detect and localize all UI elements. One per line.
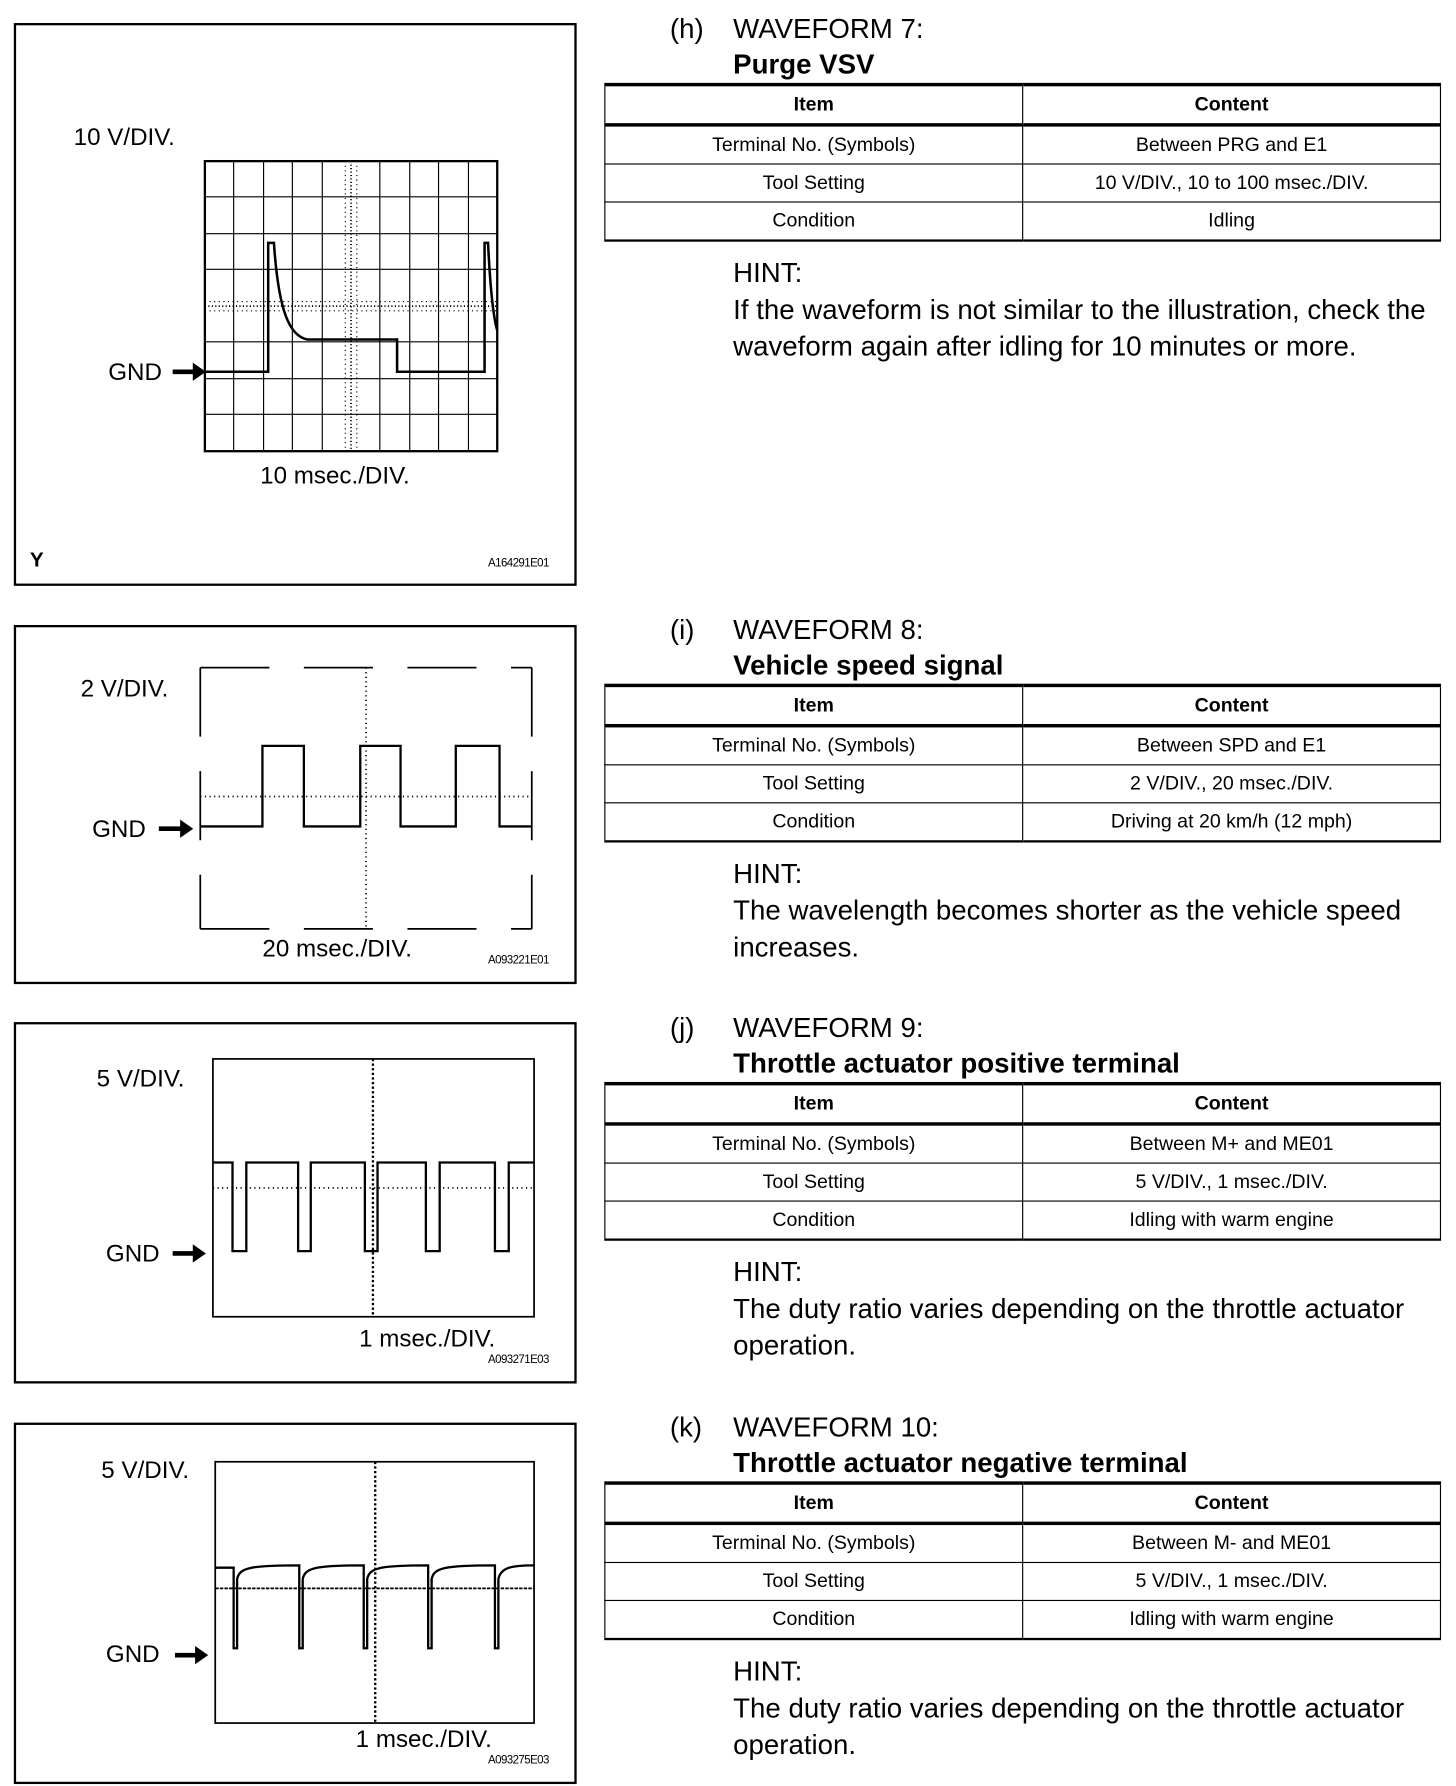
cell-item: Tool Setting: [605, 164, 1023, 202]
volts-per-div-label: 2 V/DIV.: [80, 675, 169, 703]
table-row: [605, 765, 1441, 803]
figure-code: A093271E03: [488, 1353, 549, 1367]
spec-table: [604, 83, 1441, 242]
waveform-name: Throttle actuator negative terminal: [733, 1447, 1188, 1480]
waveform-name: Throttle actuator positive terminal: [733, 1048, 1180, 1080]
cell-item: Condition: [605, 1600, 1023, 1639]
waveform-7-figure: [14, 23, 577, 586]
header-content: Content: [1023, 1483, 1441, 1523]
table-row: [605, 1523, 1441, 1562]
waveform-9-figure: [14, 1022, 577, 1383]
hint: [733, 856, 1447, 966]
gnd-label: GND: [92, 816, 146, 843]
header-item: Item: [605, 1084, 1023, 1124]
header-item: Item: [605, 1483, 1023, 1523]
hint-text: The duty ratio varies depending on the throttle actuator operation.: [733, 1693, 1405, 1762]
table-row: [605, 1201, 1441, 1240]
header-content: Content: [1023, 685, 1441, 725]
hint-label: HINT:: [733, 1656, 803, 1688]
waveform-title: WAVEFORM 9:: [733, 1012, 924, 1044]
table-row: [605, 803, 1441, 842]
waveform-title: WAVEFORM 8:: [733, 614, 924, 646]
hint-text: If the waveform is not similar to the illustration, check the waveform again after idling for 10 minutes or more.: [733, 294, 1426, 363]
section-letter: (h): [669, 13, 704, 45]
cell-content: Driving at 20 km/h (12 mph): [1023, 803, 1441, 842]
corner-mark: Y: [29, 547, 44, 571]
header-item: Item: [605, 685, 1023, 725]
waveform-10-figure: [14, 1423, 577, 1784]
volts-per-div-label: 5 V/DIV.: [101, 1457, 190, 1484]
section-letter: (i): [669, 614, 695, 646]
hint-label: HINT:: [733, 858, 803, 890]
header-item: Item: [605, 85, 1023, 125]
waveform-8-figure: [14, 625, 577, 984]
hint-label: HINT:: [733, 1256, 803, 1288]
hint-text: The duty ratio varies depending on the throttle actuator operation.: [733, 1293, 1405, 1362]
cell-item: Tool Setting: [605, 1163, 1023, 1201]
table-row: [605, 726, 1441, 765]
gnd-label: GND: [105, 1240, 160, 1268]
cell-content: Between SPD and E1: [1023, 726, 1441, 765]
hint-text: The wavelength becomes shorter as the vehicle speed increases.: [733, 895, 1402, 964]
spec-table: [604, 684, 1441, 843]
cell-item: Terminal No. (Symbols): [605, 1523, 1023, 1562]
hint: [733, 1255, 1447, 1365]
cell-item: Terminal No. (Symbols): [605, 726, 1023, 765]
volts-per-div-label: 5 V/DIV.: [96, 1065, 185, 1093]
hint-label: HINT:: [733, 257, 803, 289]
hint: [733, 1654, 1447, 1764]
waveform-title: WAVEFORM 7:: [733, 13, 924, 45]
cell-item: Condition: [605, 803, 1023, 842]
table-row: [605, 164, 1441, 202]
waveform-7-plot: [16, 25, 579, 588]
cell-content: 5 V/DIV., 1 msec./DIV.: [1023, 1163, 1441, 1201]
section-letter: (k): [669, 1412, 703, 1444]
volts-per-div-label: 10 V/DIV.: [73, 124, 175, 151]
cell-content: 2 V/DIV., 20 msec./DIV.: [1023, 765, 1441, 803]
section-letter: (j): [669, 1012, 695, 1044]
time-per-div-label: 20 msec./DIV.: [262, 935, 413, 963]
cell-content: Idling with warm engine: [1023, 1600, 1441, 1639]
cell-content: Idling: [1023, 202, 1441, 241]
waveform-title: WAVEFORM 10:: [733, 1412, 939, 1444]
cell-item: Tool Setting: [605, 765, 1023, 803]
cell-content: Between PRG and E1: [1023, 125, 1441, 164]
cell-content: Between M+ and ME01: [1023, 1124, 1441, 1163]
gnd-label: GND: [108, 359, 162, 386]
time-per-div-label: 1 msec./DIV.: [359, 1325, 496, 1353]
spec-table: [604, 1082, 1441, 1241]
table-row: [605, 1163, 1441, 1201]
table-row: [605, 202, 1441, 241]
cell-content: 10 V/DIV., 10 to 100 msec./DIV.: [1023, 164, 1441, 202]
table-row: [605, 1600, 1441, 1639]
waveform-name: Purge VSV: [733, 49, 875, 81]
figure-code: A093275E03: [488, 1754, 549, 1767]
waveform-name: Vehicle speed signal: [733, 650, 1004, 682]
cell-item: Condition: [605, 202, 1023, 241]
figure-code: A164291E01: [488, 557, 549, 570]
time-per-div-label: 1 msec./DIV.: [355, 1726, 492, 1753]
cell-item: Tool Setting: [605, 1562, 1023, 1600]
table-row: [605, 1124, 1441, 1163]
table-row: [605, 1562, 1441, 1600]
time-per-div-label: 10 msec./DIV.: [260, 462, 410, 490]
hint: [733, 256, 1447, 366]
cell-content: 5 V/DIV., 1 msec./DIV.: [1023, 1562, 1441, 1600]
header-content: Content: [1023, 1084, 1441, 1124]
cell-content: Between M- and ME01: [1023, 1523, 1441, 1562]
cell-item: Terminal No. (Symbols): [605, 125, 1023, 164]
cell-item: Terminal No. (Symbols): [605, 1124, 1023, 1163]
cell-content: Idling with warm engine: [1023, 1201, 1441, 1240]
gnd-label: GND: [105, 1641, 160, 1668]
figure-code: A093221E01: [488, 954, 549, 967]
cell-item: Condition: [605, 1201, 1023, 1240]
table-row: [605, 125, 1441, 164]
spec-table: [604, 1481, 1441, 1640]
header-content: Content: [1023, 85, 1441, 125]
